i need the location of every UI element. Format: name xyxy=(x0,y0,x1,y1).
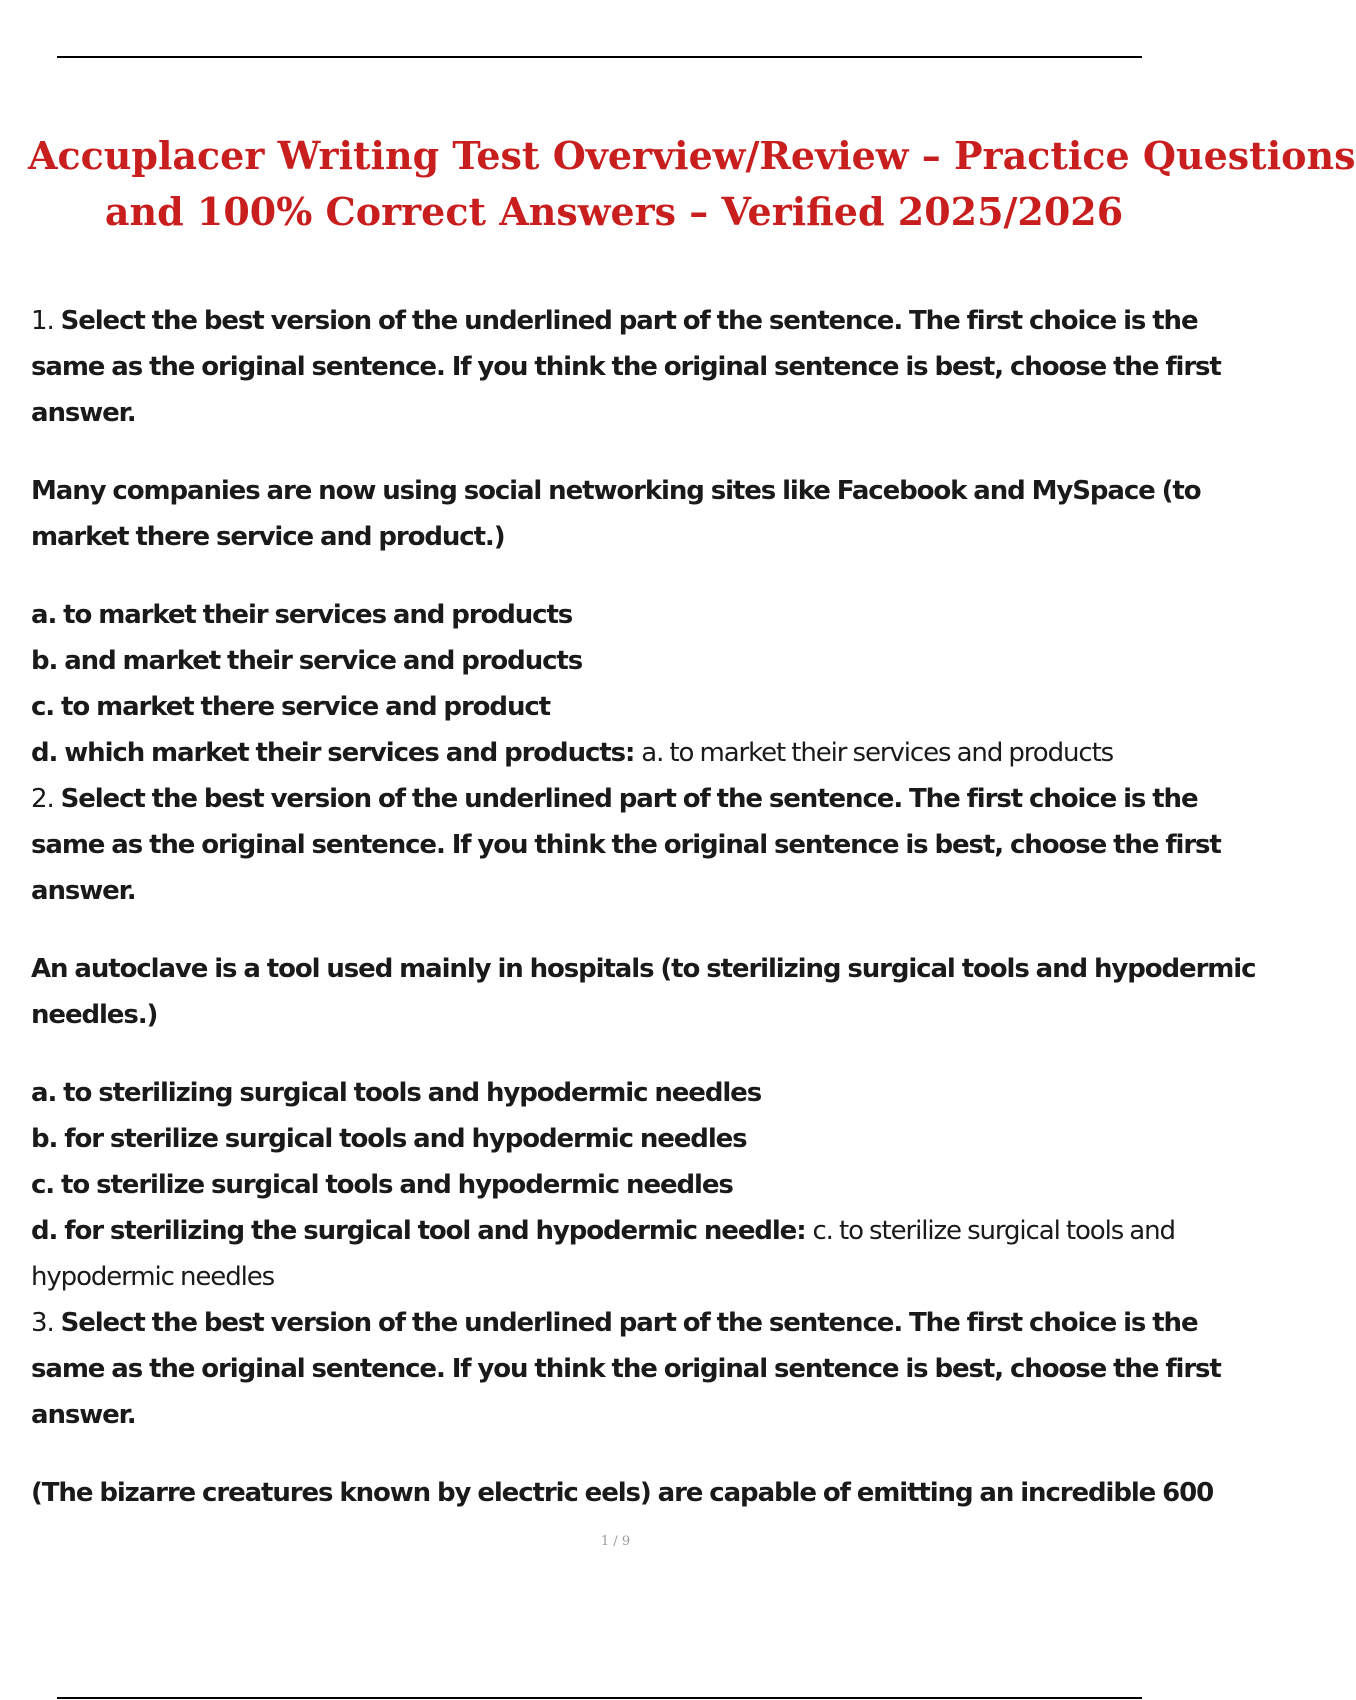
prompt-line: same as the original sentence. If you think the original sentence is best, choose the first xyxy=(31,1354,1221,1384)
question-3 xyxy=(31,1300,1221,1516)
question-1-prompt xyxy=(31,298,1221,436)
sentence-line: Many companies are now using social networking sites like Facebook and MySpace (to xyxy=(31,476,1201,506)
option-b: b. for sterilize surgical tools and hypodermic needles xyxy=(31,1124,747,1154)
prompt-line: same as the original sentence. If you think the original sentence is best, choose the first xyxy=(31,830,1221,860)
prompt-line: answer. xyxy=(31,1400,136,1430)
sentence-line: market there service and product.) xyxy=(31,522,505,552)
sentence-line: (The bizarre creatures known by electric eels) are capable of emitting an incredible 600 xyxy=(31,1478,1214,1508)
question-2-sentence xyxy=(31,946,1256,1038)
document-body xyxy=(31,298,1256,1516)
page-number: 1 / 9 xyxy=(600,1534,631,1549)
answer: a. to market their services and products xyxy=(641,738,1114,768)
question-number: 1. xyxy=(31,306,54,336)
title-line-1: Accuplacer Writing Test Overview/Review – Practice Questions xyxy=(28,133,1356,178)
prompt-line: Select the best version of the underlined part of the sentence. The first choice is the xyxy=(60,784,1198,814)
prompt-line: answer. xyxy=(31,398,136,428)
question-number: 2. xyxy=(31,784,54,814)
prompt-line: Select the best version of the underlined part of the sentence. The first choice is the xyxy=(60,306,1198,336)
sentence-line: needles.) xyxy=(31,1000,158,1030)
question-number: 3. xyxy=(31,1308,54,1338)
top-rule xyxy=(57,56,1142,58)
question-2 xyxy=(31,776,1256,1300)
bottom-rule xyxy=(57,1697,1142,1699)
question-1-options xyxy=(31,592,1200,776)
answer-continued: hypodermic needles xyxy=(31,1262,275,1292)
option-a: a. to market their services and products xyxy=(31,600,573,630)
document-title xyxy=(28,128,1356,240)
question-2-prompt xyxy=(31,776,1221,914)
option-c: c. to market there service and product xyxy=(31,692,550,722)
option-b: b. and market their service and products xyxy=(31,646,583,676)
question-1-sentence xyxy=(31,468,1200,560)
prompt-line: Select the best version of the underlined part of the sentence. The first choice is the xyxy=(60,1308,1198,1338)
question-1 xyxy=(31,298,1221,776)
prompt-line: same as the original sentence. If you think the original sentence is best, choose the first xyxy=(31,352,1221,382)
question-3-sentence xyxy=(31,1470,1214,1516)
option-c: c. to sterilize surgical tools and hypodermic needles xyxy=(31,1170,733,1200)
question-2-options xyxy=(31,1070,1200,1300)
option-d: d. which market their services and products: xyxy=(31,738,635,768)
option-d: d. for sterilizing the surgical tool and hypodermic needle: xyxy=(31,1216,806,1246)
answer: c. to sterilize surgical tools and xyxy=(812,1216,1175,1246)
sentence-line: An autoclave is a tool used mainly in hospitals (to sterilizing surgical tools and hypodermic xyxy=(31,954,1256,984)
option-a: a. to sterilizing surgical tools and hypodermic needles xyxy=(31,1078,762,1108)
question-3-prompt xyxy=(31,1300,1221,1438)
title-line-2: and 100% Correct Answers – Verified 2025/2026 xyxy=(104,189,1124,234)
prompt-line: answer. xyxy=(31,876,136,906)
